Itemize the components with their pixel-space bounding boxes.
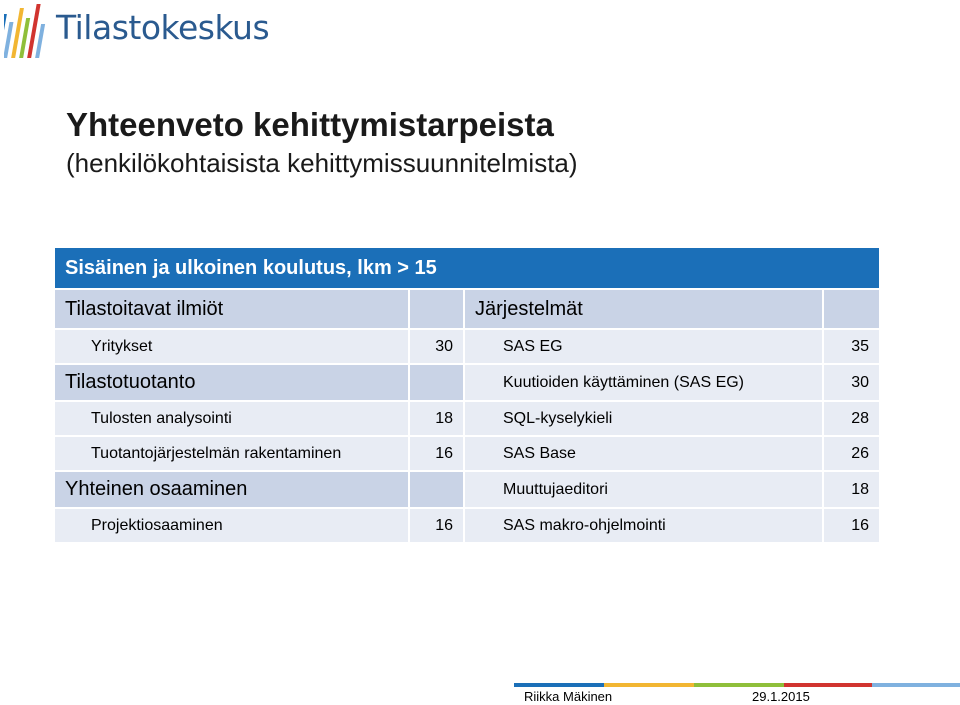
footer-color-bar bbox=[514, 683, 960, 687]
footer-author: Riikka Mäkinen bbox=[524, 689, 613, 704]
table-row bbox=[55, 402, 879, 437]
item-cell: Muuttujaeditori bbox=[465, 472, 824, 507]
item-cell: Projektiosaaminen bbox=[55, 509, 410, 542]
category-cell: Yhteinen osaaminen bbox=[55, 472, 410, 507]
table-row bbox=[55, 472, 879, 509]
item-cell: Kuutioiden käyttäminen (SAS EG) bbox=[465, 365, 824, 400]
tilastokeskus-logo bbox=[0, 0, 270, 64]
logo-bars-icon bbox=[4, 2, 50, 60]
count-cell: 26 bbox=[824, 437, 879, 470]
table-row bbox=[55, 437, 879, 472]
logo-text: Tilastokeskus bbox=[56, 8, 270, 47]
footer-date: 29.1.2015 bbox=[752, 689, 810, 704]
count-cell: 28 bbox=[824, 402, 879, 435]
page-subtitle: (henkilökohtaisista kehittymissuunnitelmista) bbox=[66, 148, 578, 178]
item-cell: SAS Base bbox=[465, 437, 824, 470]
count-cell: 30 bbox=[824, 365, 879, 400]
category-cell: Tilastoitavat ilmiöt bbox=[55, 290, 410, 328]
category-cell: Tilastotuotanto bbox=[55, 365, 410, 400]
count-cell bbox=[410, 365, 465, 400]
item-cell: Tulosten analysointi bbox=[55, 402, 410, 435]
item-cell: Tuotantojärjestelmän rakentaminen bbox=[55, 437, 410, 470]
count-cell: 16 bbox=[410, 509, 465, 542]
count-cell: 16 bbox=[824, 509, 879, 542]
count-cell bbox=[410, 290, 465, 328]
count-cell: 35 bbox=[824, 330, 879, 363]
count-cell: 30 bbox=[410, 330, 465, 363]
item-cell: SQL-kyselykieli bbox=[465, 402, 824, 435]
count-cell: 18 bbox=[410, 402, 465, 435]
count-cell bbox=[410, 472, 465, 507]
table-row bbox=[55, 365, 879, 402]
count-cell: 16 bbox=[410, 437, 465, 470]
table-header-label: Sisäinen ja ulkoinen koulutus, lkm > 15 bbox=[65, 256, 437, 279]
summary-table bbox=[55, 248, 879, 544]
table-row bbox=[55, 290, 879, 330]
count-cell bbox=[824, 290, 879, 328]
item-cell: Yritykset bbox=[55, 330, 410, 363]
item-cell: SAS makro-ohjelmointi bbox=[465, 509, 824, 542]
category-cell: Järjestelmät bbox=[465, 290, 824, 328]
table-header bbox=[55, 248, 879, 290]
table-row bbox=[55, 330, 879, 365]
table-row bbox=[55, 509, 879, 544]
page-title: Yhteenveto kehittymistarpeista bbox=[66, 106, 554, 143]
item-cell: SAS EG bbox=[465, 330, 824, 363]
count-cell: 18 bbox=[824, 472, 879, 507]
